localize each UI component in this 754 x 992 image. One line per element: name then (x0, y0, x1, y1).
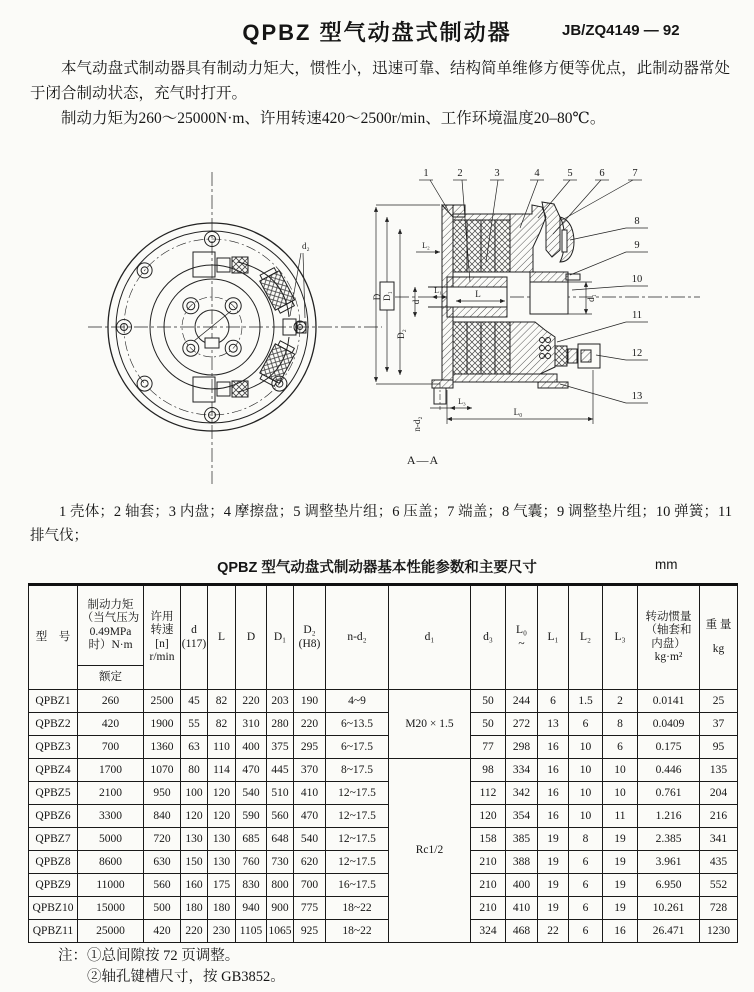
table-cell: 130 (208, 828, 236, 851)
table-row (29, 759, 738, 782)
table-cell: 388 (506, 851, 538, 874)
callout-8: 8 (634, 216, 640, 227)
callout-1: 1 (423, 168, 429, 179)
table-cell: 8 (569, 828, 603, 851)
table-cell: 26.471 (638, 920, 700, 943)
dim-label-D2: D₂ (396, 329, 406, 339)
notes-section (58, 946, 285, 988)
table-caption-row (0, 556, 754, 577)
table-unit: mm (655, 557, 678, 572)
table-cell: 13 (538, 713, 569, 736)
table-cell: 18~22 (326, 920, 389, 943)
col-header-inertia: 转动惯量 （轴套和 内盘） kg·m² (638, 585, 700, 690)
col-header-weight: 重 量 kg (700, 585, 738, 690)
table-cell: 8600 (78, 851, 144, 874)
table-cell: 2500 (144, 690, 181, 713)
col-header-speed: 许用 转速 [n] r/min (144, 585, 181, 690)
table-cell: 230 (208, 920, 236, 943)
table-cell: 620 (294, 851, 326, 874)
table-cell: 470 (294, 805, 326, 828)
section-view-label: A—A (406, 453, 440, 467)
table-row (29, 897, 738, 920)
table-cell: 18~22 (326, 897, 389, 920)
page-title: QPBZ 型气动盘式制动器 (242, 20, 512, 45)
col-header-n-d2: n-d₂ (326, 585, 389, 690)
table-cell: 112 (471, 782, 506, 805)
table-cell: 830 (236, 874, 267, 897)
callout-3: 3 (494, 168, 500, 179)
table-cell: 500 (144, 897, 181, 920)
table-cell: 160 (181, 874, 208, 897)
table-cell: 1700 (78, 759, 144, 782)
table-cell: 190 (294, 690, 326, 713)
table-cell: 1.5 (569, 690, 603, 713)
dim-label-L0: L₀ (513, 407, 523, 417)
table-row (29, 805, 738, 828)
table-cell: 19 (538, 897, 569, 920)
table-cell: 940 (236, 897, 267, 920)
table-cell: 590 (236, 805, 267, 828)
dim-label-D: D (372, 293, 382, 301)
table-cell: 728 (700, 897, 738, 920)
note-1: 注：①总间隙按 72 页调整。 (58, 948, 240, 964)
table-cell: 298 (506, 736, 538, 759)
table-cell: 63 (181, 736, 208, 759)
table-cell: 25 (700, 690, 738, 713)
parts-list: 1 壳体；2 轴套；3 内盘；4 摩擦盘；5 调整垫片组；6 压盖；7 端盖；8 气囊；9 调整垫片组；10 弹簧；11 排气伐； (30, 504, 732, 544)
dim-label-d1: d₁ (586, 294, 596, 302)
table-cell: 16~17.5 (326, 874, 389, 897)
table-cell: 0.0141 (638, 690, 700, 713)
table-cell: 6 (569, 851, 603, 874)
col-header-model: 型 号 (29, 585, 78, 690)
model-cell: QPBZ6 (29, 805, 78, 828)
callout-13: 13 (631, 391, 643, 402)
table-cell: 1070 (144, 759, 181, 782)
table-cell: 10.261 (638, 897, 700, 920)
table-cell: 22 (538, 920, 569, 943)
col-header-D: D (236, 585, 267, 690)
model-cell: QPBZ1 (29, 690, 78, 713)
table-cell: 6.950 (638, 874, 700, 897)
intro-paragraph-2: 制动力矩为260～25000N·m、许用转速420～2500r/min、工作环境温度20–80℃。 (61, 110, 606, 127)
table-cell: 19 (603, 897, 638, 920)
table-cell: 19 (603, 828, 638, 851)
table-cell: 12~17.5 (326, 828, 389, 851)
table-cell: 6 (538, 690, 569, 713)
table-cell: 110 (208, 736, 236, 759)
d1-group-cell: Rc1/2 (389, 759, 471, 943)
table-cell: 80 (181, 759, 208, 782)
table-cell: 342 (506, 782, 538, 805)
table-cell: 210 (471, 897, 506, 920)
table-cell: 468 (506, 920, 538, 943)
table-cell: 385 (506, 828, 538, 851)
table-cell: 19 (538, 874, 569, 897)
table-cell: 100 (181, 782, 208, 805)
model-cell: QPBZ9 (29, 874, 78, 897)
table-row (29, 851, 738, 874)
table-cell: 5000 (78, 828, 144, 851)
model-cell: QPBZ7 (29, 828, 78, 851)
col-header-L: L (208, 585, 236, 690)
callout-2: 2 (457, 168, 463, 179)
table-cell: 0.175 (638, 736, 700, 759)
table-cell: 3300 (78, 805, 144, 828)
table-cell: 1230 (700, 920, 738, 943)
callout-4: 4 (534, 168, 540, 179)
front-view-drawing (80, 162, 390, 494)
table-cell: 840 (144, 805, 181, 828)
table-cell: 3.961 (638, 851, 700, 874)
table-cell: 925 (294, 920, 326, 943)
table-cell: 6 (569, 920, 603, 943)
table-cell: 15000 (78, 897, 144, 920)
dim-label-L3: L₃ (458, 397, 466, 406)
table-cell: 12~17.5 (326, 805, 389, 828)
table-cell: 630 (144, 851, 181, 874)
callout-11: 11 (631, 310, 643, 321)
table-cell: 135 (700, 759, 738, 782)
col-header-L0: L₀ ~ (506, 585, 538, 690)
table-cell: 410 (506, 897, 538, 920)
col-header-d: d (117) (181, 585, 208, 690)
table-cell: 370 (294, 759, 326, 782)
table-cell: 1065 (267, 920, 294, 943)
table-cell: 295 (294, 736, 326, 759)
table-row (29, 828, 738, 851)
table-cell: 37 (700, 713, 738, 736)
table-cell: 700 (78, 736, 144, 759)
table-cell: 10 (569, 782, 603, 805)
model-cell: QPBZ10 (29, 897, 78, 920)
table-cell: 82 (208, 690, 236, 713)
table-cell: 1360 (144, 736, 181, 759)
table-cell: 120 (208, 805, 236, 828)
table-cell: 280 (267, 713, 294, 736)
table-cell: 800 (267, 874, 294, 897)
table-cell: 375 (267, 736, 294, 759)
table-cell: 648 (267, 828, 294, 851)
callout-12: 12 (631, 348, 643, 359)
table-cell: 400 (506, 874, 538, 897)
table-cell: 220 (181, 920, 208, 943)
table-cell: 775 (294, 897, 326, 920)
table-cell: 10 (603, 782, 638, 805)
model-cell: QPBZ2 (29, 713, 78, 736)
table-cell: 10 (569, 736, 603, 759)
table-cell: 2.385 (638, 828, 700, 851)
table-cell: 0.0409 (638, 713, 700, 736)
table-cell: 244 (506, 690, 538, 713)
table-cell: 16 (538, 805, 569, 828)
table-cell: 310 (236, 713, 267, 736)
table-cell: 445 (267, 759, 294, 782)
col-header-D1: D₁ (267, 585, 294, 690)
table-cell: 6 (603, 736, 638, 759)
table-cell: 16 (538, 736, 569, 759)
table-cell: 6 (569, 713, 603, 736)
callout-5: 5 (567, 168, 573, 179)
table-cell: 2 (603, 690, 638, 713)
standard-number: JB/ZQ4149 — 92 (562, 22, 680, 39)
table-cell: 210 (471, 874, 506, 897)
table-cell: 420 (78, 713, 144, 736)
col-header-d1: d₁ (389, 585, 471, 690)
table-cell: 2100 (78, 782, 144, 805)
table-row (29, 690, 738, 713)
table-row (29, 736, 738, 759)
table-cell: 16 (538, 759, 569, 782)
table-cell: 6~13.5 (326, 713, 389, 736)
d1-group-cell: M20 × 1.5 (389, 690, 471, 759)
note-2: ②轴孔键槽尺寸，按 GB3852。 (87, 969, 285, 985)
table-cell: 1900 (144, 713, 181, 736)
spec-table (28, 583, 738, 943)
table-cell: 55 (181, 713, 208, 736)
table-row (29, 713, 738, 736)
table-cell: 16 (603, 920, 638, 943)
dim-label-L1: L₁ (434, 286, 442, 295)
table-cell: 8~17.5 (326, 759, 389, 782)
table-cell: 180 (208, 897, 236, 920)
table-cell: 175 (208, 874, 236, 897)
table-cell: 204 (700, 782, 738, 805)
table-cell: 130 (208, 851, 236, 874)
table-cell: 0.446 (638, 759, 700, 782)
table-cell: 6 (569, 874, 603, 897)
table-cell: 470 (236, 759, 267, 782)
table-cell: 552 (700, 874, 738, 897)
table-cell: 130 (181, 828, 208, 851)
table-cell: 11 (603, 805, 638, 828)
section-view-drawing (370, 162, 754, 494)
table-cell: 400 (236, 736, 267, 759)
table-cell: 220 (294, 713, 326, 736)
table-cell: 50 (471, 713, 506, 736)
col-header-L2: L₂ (569, 585, 603, 690)
table-cell: 216 (700, 805, 738, 828)
table-cell: 6~17.5 (326, 736, 389, 759)
intro-section (30, 56, 730, 131)
model-cell: QPBZ11 (29, 920, 78, 943)
table-cell: 210 (471, 851, 506, 874)
dim-label-n-d2: n-d₂ (412, 416, 422, 432)
table-cell: 560 (144, 874, 181, 897)
table-cell: 950 (144, 782, 181, 805)
table-cell: 50 (471, 690, 506, 713)
table-cell: 12~17.5 (326, 782, 389, 805)
col-header-L1: L₁ (538, 585, 569, 690)
table-cell: 19 (538, 851, 569, 874)
table-cell: 0.761 (638, 782, 700, 805)
dim-label-L: L (475, 289, 481, 299)
col-header-d3: d₃ (471, 585, 506, 690)
table-cell: 4~9 (326, 690, 389, 713)
table-cell: 10 (569, 805, 603, 828)
dim-label-D1: D₁ (382, 291, 392, 301)
dim-label-d: d (411, 299, 421, 305)
table-cell: 98 (471, 759, 506, 782)
table-cell: 1.216 (638, 805, 700, 828)
dim-label-d2: d₂ (302, 241, 310, 251)
model-cell: QPBZ8 (29, 851, 78, 874)
table-cell: 120 (208, 782, 236, 805)
header-row (29, 585, 738, 690)
table-cell: 341 (700, 828, 738, 851)
table-cell: 720 (144, 828, 181, 851)
table-cell: 180 (181, 897, 208, 920)
table-cell: 354 (506, 805, 538, 828)
table-cell: 900 (267, 897, 294, 920)
table-cell: 120 (181, 805, 208, 828)
table-cell: 540 (236, 782, 267, 805)
table-cell: 435 (700, 851, 738, 874)
table-cell: 82 (208, 713, 236, 736)
callout-9: 9 (634, 240, 640, 251)
col-header-torque: 制动力矩 （当气压为 0.49MPa 时）N·m 额定 (78, 585, 144, 690)
table-cell: 114 (208, 759, 236, 782)
table-cell: 6 (569, 897, 603, 920)
table-cell: 260 (78, 690, 144, 713)
table-cell: 10 (603, 759, 638, 782)
table-cell: 560 (267, 805, 294, 828)
table-cell: 10 (569, 759, 603, 782)
table-title: QPBZ 型气动盘式制动器基本性能参数和主要尺寸 (217, 560, 537, 576)
table-row (29, 782, 738, 805)
table-cell: 420 (144, 920, 181, 943)
table-cell: 334 (506, 759, 538, 782)
table-cell: 120 (471, 805, 506, 828)
table-cell: 700 (294, 874, 326, 897)
model-cell: QPBZ4 (29, 759, 78, 782)
table-cell: 203 (267, 690, 294, 713)
table-cell: 410 (294, 782, 326, 805)
model-cell: QPBZ5 (29, 782, 78, 805)
table-cell: 8 (603, 713, 638, 736)
table-cell: 220 (236, 690, 267, 713)
intro-paragraph-1: 本气动盘式制动器具有制动力矩大，惯性小，迅速可靠、结构简单维修方便等优点，此制动器常处于闭合制动状态，充气时打开。 (30, 60, 730, 102)
table-cell: 272 (506, 713, 538, 736)
callout-10: 10 (631, 274, 643, 285)
table-cell: 19 (603, 874, 638, 897)
table-cell: 19 (538, 828, 569, 851)
dim-label-L2: L₂ (422, 241, 430, 250)
table-cell: 45 (181, 690, 208, 713)
callout-6: 6 (599, 168, 605, 179)
table-cell: 95 (700, 736, 738, 759)
table-cell: 19 (603, 851, 638, 874)
table-cell: 16 (538, 782, 569, 805)
table-cell: 25000 (78, 920, 144, 943)
callout-7: 7 (632, 168, 638, 179)
table-cell: 540 (294, 828, 326, 851)
table-row (29, 920, 738, 943)
table-cell: 1105 (236, 920, 267, 943)
table-cell: 685 (236, 828, 267, 851)
model-cell: QPBZ3 (29, 736, 78, 759)
table-cell: 510 (267, 782, 294, 805)
table-cell: 77 (471, 736, 506, 759)
table-cell: 11000 (78, 874, 144, 897)
col-header-L3: L₃ (603, 585, 638, 690)
table-cell: 324 (471, 920, 506, 943)
table-cell: 760 (236, 851, 267, 874)
table-cell: 730 (267, 851, 294, 874)
table-cell: 158 (471, 828, 506, 851)
table-row (29, 874, 738, 897)
table-cell: 150 (181, 851, 208, 874)
technical-drawings (0, 162, 754, 494)
table-cell: 12~17.5 (326, 851, 389, 874)
col-header-D2: D₂ (H8) (294, 585, 326, 690)
